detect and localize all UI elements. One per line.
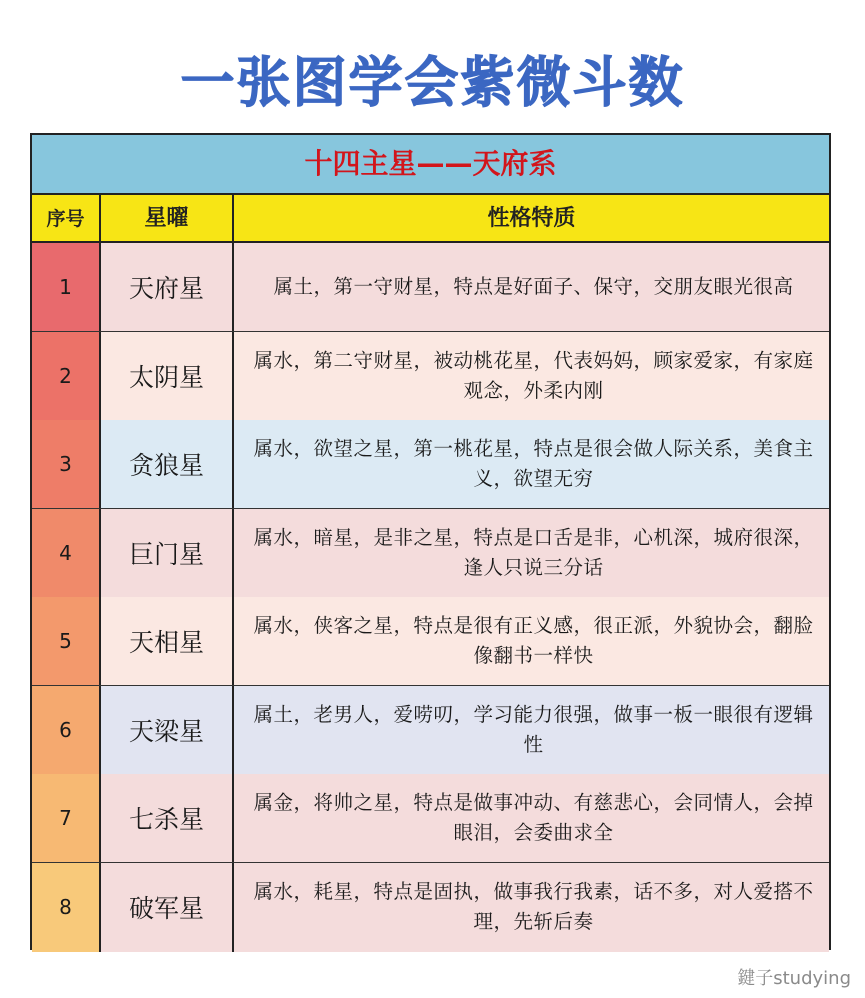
row-traits-text: 属水，第二守财星，被动桃花星，代表妈妈，顾家爱家，有家庭观念，外柔内刚 <box>253 348 814 402</box>
table-row <box>32 597 829 686</box>
row-traits <box>234 863 829 952</box>
row-traits-text: 属土，老男人，爱唠叨，学习能力很强，做事一板一眼很有逻辑性 <box>253 702 814 756</box>
row-traits <box>234 686 829 774</box>
row-traits-text: 属水，侠客之星，特点是很有正义感，很正派，外貌协会，翻脸像翻书一样快 <box>253 614 814 667</box>
table-banner: 十四主星——天府系 <box>32 135 829 195</box>
row-index: 7 <box>32 774 101 862</box>
row-index: 4 <box>32 509 101 597</box>
row-star-name: 破军星 <box>101 863 234 952</box>
row-star-name: 天府星 <box>101 243 234 331</box>
row-traits <box>234 243 829 331</box>
row-star-name: 巨门星 <box>101 509 234 597</box>
row-index: 5 <box>32 597 101 685</box>
table-row <box>32 420 829 509</box>
table-row <box>32 863 829 952</box>
page-title: 一张图学会紫微斗数 <box>180 51 685 114</box>
row-traits-text: 属水，耗星，特点是固执，做事我行我素，话不多，对人爱搭不理，先斩后奏 <box>253 880 814 933</box>
header-traits: 性格特质 <box>234 195 829 243</box>
row-star-name: 太阴星 <box>101 332 234 420</box>
row-index: 3 <box>32 420 101 508</box>
table-row <box>32 774 829 863</box>
row-traits-text: 属水，暗星，是非之星，特点是口舌是非，心机深，城府很深，逢人只说三分话 <box>253 525 814 579</box>
row-index: 1 <box>32 243 101 331</box>
row-traits <box>234 332 829 420</box>
row-traits-text: 属水，欲望之星，第一桃花星，特点是很会做人际关系，美食主义，欲望无穷 <box>253 437 814 490</box>
row-star-name: 天相星 <box>101 597 234 685</box>
watermark: 鍵子studying <box>737 968 851 989</box>
header-star: 星曜 <box>101 195 234 243</box>
table-row <box>32 332 829 421</box>
row-star-name: 天梁星 <box>101 686 234 774</box>
row-traits <box>234 420 829 508</box>
table-row <box>32 686 829 775</box>
row-index: 8 <box>32 863 101 952</box>
row-traits-text: 属土，第一守财星，特点是好面子、保守，交朋友眼光很高 <box>273 275 794 298</box>
header-index: 序号 <box>32 195 101 243</box>
row-index: 6 <box>32 686 101 774</box>
table-row <box>32 243 829 332</box>
table-row <box>32 509 829 598</box>
row-index: 2 <box>32 332 101 420</box>
row-star-name: 七杀星 <box>101 774 234 862</box>
main-star-table <box>30 133 831 950</box>
row-star-name: 贪狼星 <box>101 420 234 508</box>
row-traits <box>234 597 829 685</box>
row-traits-text: 属金，将帅之星，特点是做事冲动、有慈悲心，会同情人，会掉眼泪，会委曲求全 <box>253 791 814 844</box>
row-traits <box>234 774 829 862</box>
row-traits <box>234 509 829 597</box>
